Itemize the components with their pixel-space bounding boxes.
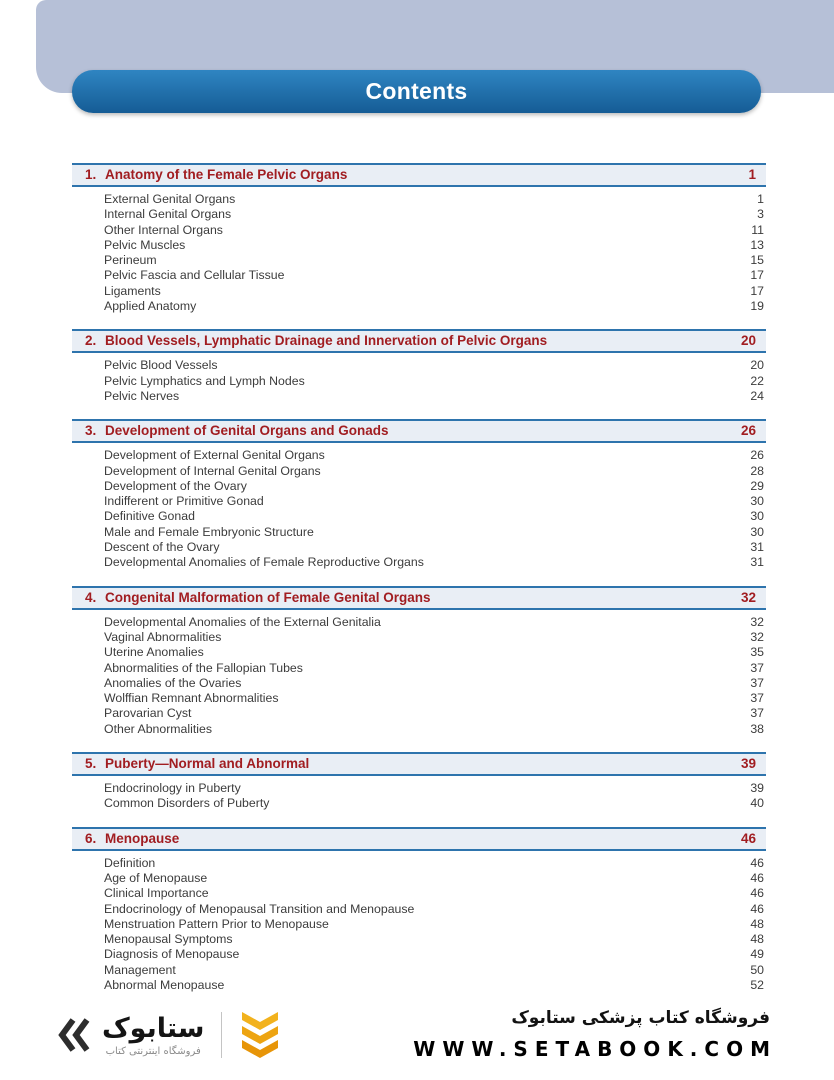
toc-entry-page-number: 37 [750,660,764,675]
chapter-number: 4. [85,589,97,605]
toc-entry [104,963,764,978]
toc-entry [104,238,764,253]
toc-entry-label: Other Abnormalities [104,721,212,736]
toc-entry [104,781,764,796]
footer [0,995,834,1080]
toc-entry [104,676,764,691]
toc-entry [104,978,764,993]
toc-entry-page-number: 30 [750,509,764,524]
toc-entry [104,299,764,314]
toc-entry-label: Developmental Anomalies of Female Reproductive Organs [104,555,424,570]
toc-entry [104,902,764,917]
toc-entry [104,479,764,494]
toc-entry-label: Age of Menopause [104,870,208,885]
toc-entry [104,525,764,540]
toc-entry [104,494,764,509]
logo-wordmark: ستابوک [102,1012,205,1044]
toc-entry-label: Pelvic Blood Vessels [104,358,218,373]
stacked-chevrons-icon [239,1010,281,1060]
toc-entry-page-number: 31 [750,555,764,570]
toc-entry-label: Male and Female Embryonic Structure [104,524,314,539]
toc-entry [104,268,764,283]
toc-entry-page-number: 50 [750,962,764,977]
double-chevron-left-icon [58,1017,92,1053]
toc-entry-page-number: 52 [750,977,764,992]
toc-entry-page-number: 37 [750,706,764,721]
toc-entry [104,509,764,524]
chapter-heading [72,163,766,187]
chapter-title: 1. Anatomy of the Female Pelvic Organs [85,167,348,182]
toc-entry-page-number: 3 [757,207,764,222]
toc-entry-page-number: 46 [750,870,764,885]
toc-entry-label: Menopausal Symptoms [104,932,233,947]
toc-entry [104,932,764,947]
store-name: فروشگاه کتاب پزشکی ستابوک [511,1008,770,1028]
chapter-heading [72,752,766,776]
chapter-number: 2. [85,333,97,349]
toc-entry-page-number: 35 [750,645,764,660]
chapter-item-list [72,443,766,578]
toc-entry [104,722,764,737]
toc-entry-page-number: 46 [750,901,764,916]
toc-entry-page-number: 13 [750,237,764,252]
toc-entry-label: Descent of the Ovary [104,540,220,555]
toc-entry-page-number: 40 [750,796,764,811]
toc-entry-label: Definition [104,855,156,870]
toc-entry-page-number: 11 [751,222,764,237]
toc-chapter [72,827,766,1002]
chapter-number: 3. [85,423,97,439]
toc-entry-label: Indifferent or Primitive Gonad [104,494,264,509]
chapter-item-list [72,187,766,322]
chapter-page-number: 20 [740,333,756,349]
chapter-item-list [72,610,766,745]
toc-entry-page-number: 37 [750,675,764,690]
chapter-title: 3. Development of Genital Organs and Gonads [85,423,389,439]
toc-entry-label: Definitive Gonad [104,509,195,524]
toc-entry-page-number: 48 [750,932,764,947]
logo-tagline: فروشگاه اینترنتی کتاب [105,1045,201,1057]
toc-chapter [72,419,766,578]
toc-entry-page-number: 30 [750,494,764,509]
toc-entry-page-number: 31 [750,540,764,555]
toc-entry-page-number: 20 [750,358,764,373]
toc-entry-label: Development of the Ovary [104,478,247,493]
toc-entry-label: Internal Genital Organs [104,207,232,222]
toc-entry-label: Wolffian Remnant Abnormalities [104,691,279,706]
toc-entry-page-number: 30 [750,524,764,539]
toc-entry [104,615,764,630]
toc-entry-label: Menstruation Pattern Prior to Menopause [104,916,329,931]
toc-entry [104,886,764,901]
toc-entry-page-number: 38 [750,721,764,736]
chapter-item-list [72,353,766,412]
chapter-heading [72,586,766,610]
toc-entry-page-number: 15 [750,253,764,268]
chapter-item-list [72,851,766,1002]
toc-entry-label: Other Internal Organs [104,222,223,237]
chapter-title: 4. Congenital Malformation of Female Genital Organs [85,589,431,605]
toc-entry-page-number: 19 [750,299,764,314]
chapter-page-number: 46 [740,830,756,846]
toc-entry-label: Abnormal Menopause [104,977,225,992]
chapter-heading [72,827,766,851]
toc-entry [104,223,764,238]
toc-entry-page-number: 49 [750,947,764,962]
toc-entry-label: Management [104,962,176,977]
chapter-heading [72,329,766,353]
chapter-number: 5. [85,756,97,772]
toc-entry-page-number: 17 [750,268,764,283]
toc-entry [104,706,764,721]
toc-entry-page-number: 32 [750,629,764,644]
logo-text-block [102,1013,204,1057]
toc-entry [104,856,764,871]
toc-entry-label: External Genital Organs [104,192,236,206]
toc-entry-label: Applied Anatomy [104,299,197,314]
toc-entry-page-number: 1 [757,192,764,206]
toc-entry [104,630,764,645]
toc-entry-page-number: 29 [750,478,764,493]
toc-entry-page-number: 17 [750,283,764,298]
chapter-title: 6. Menopause [85,830,180,846]
chapter-number: 1. [85,167,97,182]
footer-right-block [413,1008,777,1061]
website-url: WWW.SETABOOK.COM [413,1037,777,1061]
toc-entry-page-number: 22 [750,373,764,388]
toc-entry-label: Vaginal Abnormalities [104,629,222,644]
toc-entry [104,374,764,389]
toc-entry-page-number: 26 [750,448,764,463]
setabook-logo [58,1010,281,1060]
toc-entry [104,871,764,886]
toc-entry [104,207,764,222]
chapter-page-number: 32 [740,589,756,605]
toc-entry-label: Abnormalities of the Fallopian Tubes [104,660,303,675]
toc-entry-label: Development of External Genital Organs [104,448,325,463]
toc-entry-label: Diagnosis of Menopause [104,947,240,962]
toc-entry-label: Common Disorders of Puberty [104,796,270,811]
toc-entry-label: Pelvic Nerves [104,388,180,403]
page-title: Contents [365,78,468,104]
toc-entry [104,464,764,479]
toc-entry [104,358,764,373]
toc-entry-label: Clinical Importance [104,886,209,901]
toc-entry-page-number: 32 [750,614,764,629]
toc-entry-label: Anomalies of the Ovaries [104,675,242,690]
toc-entry [104,661,764,676]
toc-entry [104,645,764,660]
chapter-page-number: 39 [740,756,756,772]
contents-banner [72,70,761,113]
chapter-heading [72,419,766,443]
toc-chapter [72,163,766,322]
toc-entry-label: Perineum [104,253,157,268]
toc-entry-page-number: 46 [750,886,764,901]
toc-entry [104,253,764,268]
toc-entry-label: Endocrinology in Puberty [104,781,241,796]
toc-entry-label: Development of Internal Genital Organs [104,463,321,478]
toc-entry-label: Endocrinology of Menopausal Transition and Menopause [104,901,415,916]
toc-entry-page-number: 39 [750,781,764,796]
chapter-title: 5. Puberty—Normal and Abnormal [85,756,310,772]
toc-entry-page-number: 24 [750,388,764,403]
toc [72,163,766,1008]
toc-entry [104,448,764,463]
toc-entry-page-number: 28 [750,463,764,478]
toc-chapter [72,752,766,820]
toc-entry-page-number: 48 [750,916,764,931]
chapter-item-list [72,776,766,820]
toc-entry-label: Uterine Anomalies [104,645,204,660]
toc-entry-page-number: 37 [750,691,764,706]
toc-entry-label: Ligaments [104,283,161,298]
toc-entry-label: Pelvic Lymphatics and Lymph Nodes [104,373,305,388]
toc-entry-label: Developmental Anomalies of the External Genitalia [104,614,381,629]
chapter-title: 2. Blood Vessels, Lymphatic Drainage and Innervation of Pelvic Organs [85,333,548,349]
toc-entry [104,284,764,299]
toc-chapter [72,329,766,412]
chapter-number: 6. [85,830,97,846]
chapter-page-number: 26 [740,423,756,439]
chapter-page-number: 1 [748,167,756,182]
toc-entry [104,947,764,962]
toc-entry-page-number: 46 [750,855,764,870]
toc-entry [104,796,764,811]
toc-entry [104,691,764,706]
toc-entry [104,389,764,404]
toc-entry [104,555,764,570]
toc-entry-label: Parovarian Cyst [104,706,192,721]
toc-entry [104,540,764,555]
toc-chapter [72,586,766,745]
toc-entry [104,917,764,932]
logo-divider [221,1012,222,1058]
toc-entry-label: Pelvic Fascia and Cellular Tissue [104,268,285,283]
toc-entry-label: Pelvic Muscles [104,237,186,252]
toc-entry [104,192,764,207]
